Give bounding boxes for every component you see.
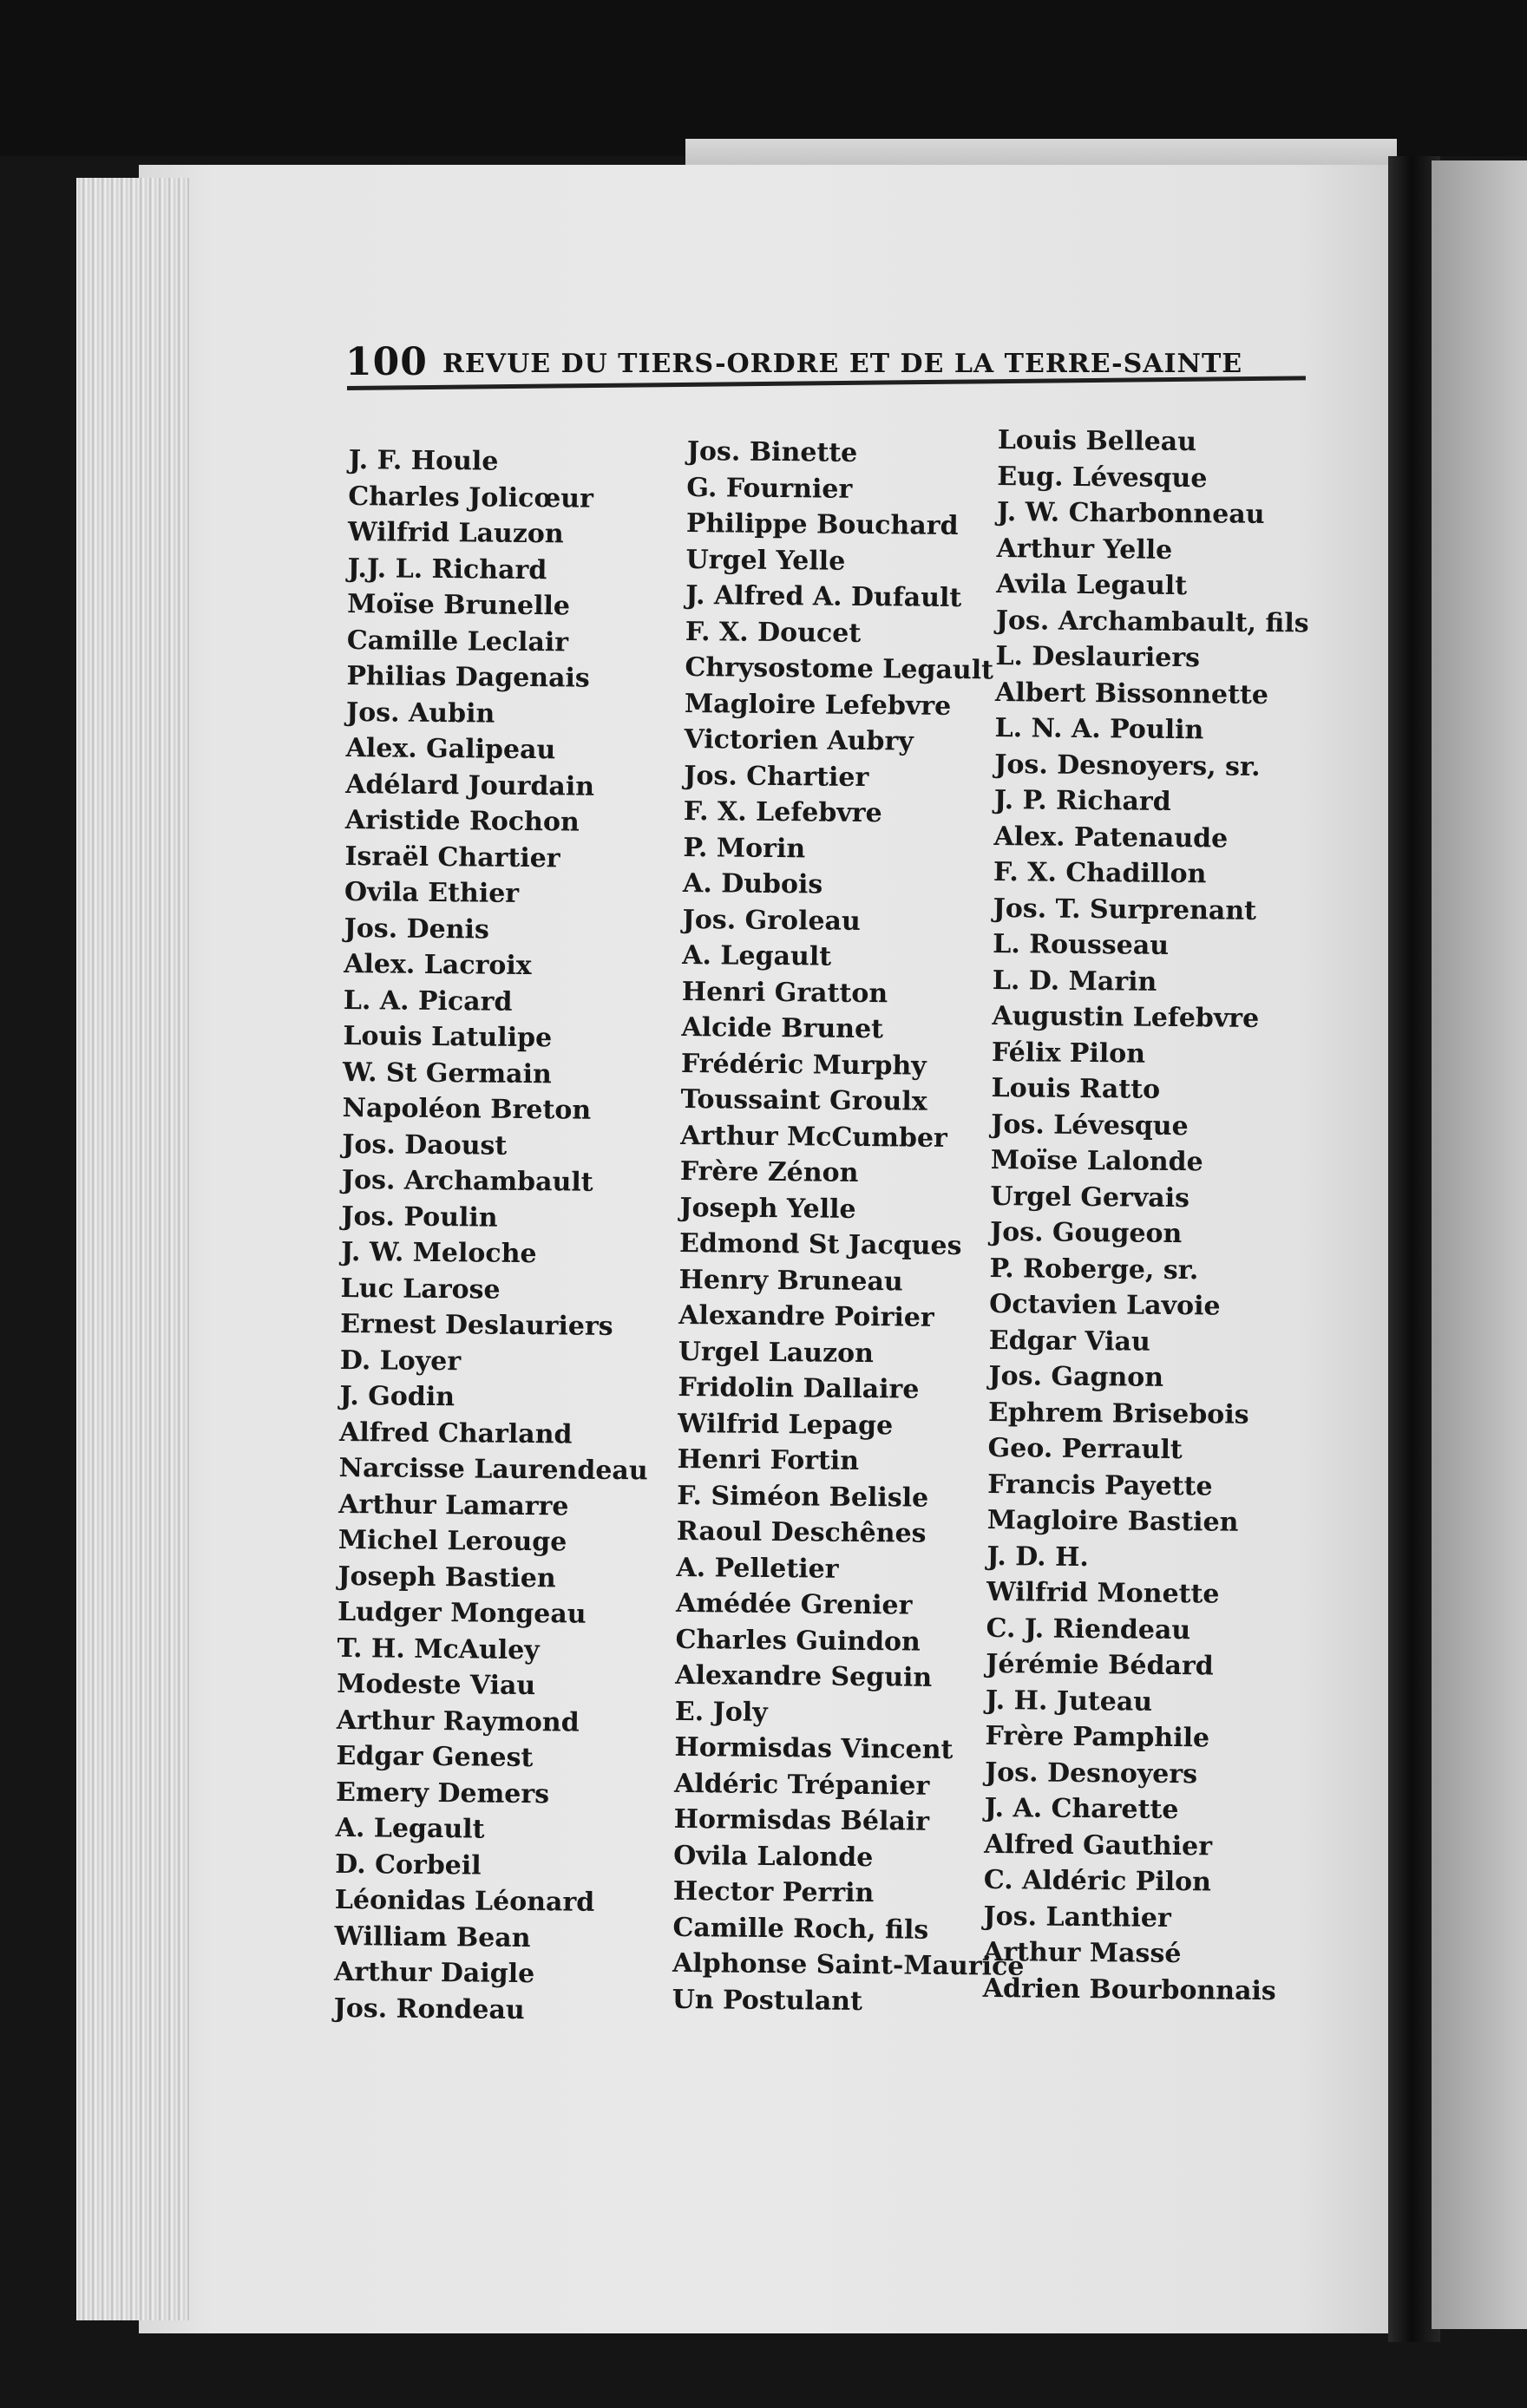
name-entry: F. Siméon Belisle — [677, 1480, 929, 1514]
name-entry: Jos. Binette — [686, 435, 858, 468]
name-entry: Edgar Viau — [988, 1325, 1150, 1358]
name-entry: Israël Chartier — [344, 841, 560, 874]
name-entry: Jos. Archambault — [341, 1164, 593, 1198]
name-entry: Charles Guindon — [675, 1624, 921, 1658]
name-entry: Philias Dagenais — [346, 660, 590, 694]
name-entry: Philippe Bouchard — [685, 507, 959, 542]
name-entry: E. Joly — [674, 1696, 768, 1728]
name-entry: A. Legault — [682, 939, 832, 972]
name-entry: Henri Gratton — [681, 976, 888, 1009]
name-entry: Arthur Daigle — [333, 1956, 535, 1990]
name-entry: Albert Bissonnette — [994, 677, 1269, 710]
name-entry: Adrien Bourbonnais — [982, 1973, 1276, 2006]
name-entry: Octavien Lavoie — [989, 1288, 1221, 1322]
name-entry: Toussaint Groulx — [680, 1083, 927, 1117]
name-entry: J. D. H. — [986, 1541, 1090, 1573]
name-entry: J. Godin — [339, 1380, 455, 1413]
name-entry: Henry Bruneau — [678, 1264, 903, 1297]
name-entry: Arthur McCumber — [680, 1120, 947, 1154]
name-entry: D. Loyer — [339, 1345, 462, 1377]
name-entry: Léonidas Léonard — [334, 1884, 595, 1918]
name-entry: William Bean — [334, 1921, 531, 1953]
name-entry: D. Corbeil — [335, 1849, 482, 1881]
name-entry: Aldéric Trépanier — [673, 1768, 930, 1802]
name-entry: Alfred Gauthier — [984, 1829, 1213, 1862]
name-entry: J. H. Juteau — [985, 1685, 1153, 1718]
name-entry: Alexandre Seguin — [675, 1659, 933, 1693]
name-entry: C. J. Riendeau — [986, 1613, 1191, 1646]
name-entry: Hector Perrin — [672, 1875, 875, 1909]
names-column-1 — [333, 442, 713, 2030]
name-entry: Henri Fortin — [677, 1443, 860, 1476]
name-entry: Frère Zénon — [679, 1155, 859, 1188]
name-entry: Jos. Desnoyers, sr. — [994, 749, 1261, 782]
name-entry: Jos. Groleau — [682, 904, 861, 937]
name-entry: Arthur Massé — [982, 1936, 1182, 1970]
name-entry: Arthur Yelle — [996, 533, 1173, 566]
name-entry: L. Deslauriers — [995, 640, 1201, 674]
name-entry: Ephrem Brisebois — [987, 1397, 1249, 1430]
name-entry: Jos. Daoust — [342, 1129, 508, 1161]
name-entry: Jos. Aubin — [345, 697, 495, 730]
name-entry: Jos. Chartier — [684, 760, 869, 793]
name-entry: Urgel Yelle — [685, 544, 846, 577]
name-entry: Victorien Aubry — [684, 723, 914, 757]
name-entry: Arthur Raymond — [336, 1705, 580, 1738]
name-entry: Magloire Lefebvre — [684, 688, 952, 722]
name-entry: Raoul Deschênes — [676, 1515, 927, 1549]
name-entry: T. H. McAuley — [337, 1633, 540, 1665]
name-entry: Frédéric Murphy — [680, 1048, 927, 1082]
name-entry: Geo. Perrault — [987, 1432, 1183, 1466]
name-entry: J. F. Houle — [348, 444, 499, 477]
name-entry: Jérémie Bédard — [986, 1648, 1214, 1682]
name-entry: Jos. T. Surprenant — [993, 893, 1257, 926]
names-column-3 — [982, 422, 1362, 2010]
name-entry: Ludger Mongeau — [337, 1596, 587, 1630]
name-entry: L. N. A. Poulin — [994, 712, 1204, 746]
name-entry: Alphonse Saint-Maurice — [672, 1947, 1025, 1982]
name-entry: Luc Larose — [340, 1273, 501, 1305]
name-entry: L. D. Marin — [992, 965, 1157, 998]
name-entry: Jos. Poulin — [341, 1201, 498, 1233]
name-entry: J. W. Charbonneau — [996, 496, 1265, 530]
name-entry: Arthur Lamarre — [338, 1489, 569, 1521]
name-entry: Narcisse Laurendeau — [338, 1452, 648, 1487]
running-title: REVUE DU TIERS-ORDRE ET DE LA TERRE-SAINTE — [442, 349, 1243, 379]
name-entry: Aristide Rochon — [344, 804, 580, 838]
name-entry: Jos. Gagnon — [988, 1360, 1164, 1393]
name-entry: W. St Germain — [342, 1057, 552, 1089]
name-entry: Avila Legault — [996, 568, 1188, 602]
name-entry: P. Roberge, sr. — [989, 1253, 1199, 1286]
name-entry: Wilfrid Lepage — [677, 1408, 894, 1441]
name-entry: Fridolin Dallaire — [678, 1371, 920, 1405]
name-entry: Jos. Lévesque — [991, 1109, 1189, 1142]
name-entry: Charles Jolicœur — [348, 481, 594, 514]
name-entry: Alfred Charland — [338, 1417, 573, 1450]
name-entry: Moïse Lalonde — [990, 1144, 1203, 1178]
name-entry: Louis Belleau — [997, 424, 1197, 458]
name-entry: J.J. L. Richard — [347, 553, 547, 586]
name-entry: Michel Lerouge — [338, 1524, 567, 1558]
name-entry: J. P. Richard — [993, 784, 1171, 817]
name-entry: Urgel Gervais — [990, 1181, 1190, 1214]
name-entry: F. X. Lefebvre — [683, 795, 882, 829]
name-entry: Magloire Bastien — [986, 1504, 1239, 1538]
name-entry: Alcide Brunet — [681, 1011, 884, 1045]
name-entry: Jos. Gougeon — [989, 1216, 1183, 1250]
name-entry: A. Pelletier — [676, 1552, 839, 1585]
name-entry: Jos. Denis — [344, 913, 489, 946]
name-entry: C. Aldéric Pilon — [983, 1864, 1212, 1898]
name-entry: Jos. Lanthier — [983, 1901, 1171, 1934]
name-entry: J. Alfred A. Dufault — [685, 579, 962, 614]
name-entry: Moïse Brunelle — [347, 588, 571, 622]
name-entry: Edmond St Jacques — [678, 1227, 962, 1262]
name-entry: Camille Roch, fils — [672, 1912, 929, 1946]
name-entry: Hormisdas Bélair — [673, 1803, 930, 1837]
name-entry: Ovila Lalonde — [673, 1840, 874, 1873]
name-entry: P. Morin — [683, 832, 806, 864]
page-number: 100 — [345, 340, 428, 384]
name-entry: Eug. Lévesque — [997, 461, 1208, 494]
name-entry: Félix Pilon — [991, 1037, 1146, 1070]
name-entry: Alex. Galipeau — [345, 732, 556, 766]
name-entry: Edgar Genest — [336, 1740, 534, 1774]
name-entry: Francis Payette — [987, 1469, 1213, 1502]
name-entry: L. A. Picard — [343, 985, 513, 1018]
name-entry: Alexandre Poirier — [678, 1299, 934, 1333]
name-entry: Joseph Bastien — [338, 1561, 556, 1593]
name-entry: Louis Ratto — [991, 1072, 1161, 1105]
name-entry: F. X. Doucet — [685, 616, 862, 649]
name-entry: L. Rousseau — [993, 928, 1170, 961]
name-entry: Augustin Lefebvre — [992, 1000, 1260, 1034]
name-entry: G. Fournier — [686, 472, 853, 505]
name-entry: Ovila Ethier — [344, 876, 520, 909]
name-entry: J. W. Meloche — [340, 1236, 537, 1270]
name-entry: J. A. Charette — [984, 1792, 1179, 1826]
name-entry: Alex. Patenaude — [993, 821, 1229, 854]
name-entry: Alex. Lacroix — [344, 948, 532, 982]
name-entry: Adélard Jourdain — [345, 769, 595, 802]
name-entry: Urgel Lauzon — [678, 1336, 875, 1369]
name-entry: Frère Pamphile — [985, 1720, 1210, 1754]
name-entry: A. Dubois — [682, 867, 823, 900]
name-entry: Camille Leclair — [346, 625, 569, 658]
name-entry: Un Postulant — [672, 1984, 863, 2017]
name-entry: Hormisdas Vincent — [674, 1731, 954, 1766]
name-entry: Modeste Viau — [337, 1668, 536, 1702]
name-entry: A. Legault — [335, 1812, 485, 1845]
name-entry: Wilfrid Lauzon — [347, 516, 564, 550]
name-entry: Jos. Rondeau — [333, 1992, 525, 2025]
name-entry: Jos. Archambault, fils — [995, 605, 1309, 638]
name-entry: Louis Latulipe — [343, 1020, 553, 1054]
names-column-2 — [672, 434, 1025, 2020]
name-entry: Jos. Desnoyers — [984, 1757, 1198, 1790]
name-entry: Wilfrid Monette — [986, 1576, 1220, 1610]
name-entry: Joseph Yelle — [679, 1192, 856, 1225]
name-entry: F. X. Chadillon — [993, 856, 1207, 890]
name-entry: Emery Demers — [335, 1777, 550, 1809]
name-entry: Amédée Grenier — [675, 1587, 913, 1621]
name-entry: Chrysostome Legault — [685, 651, 994, 686]
name-entry: Napoléon Breton — [342, 1092, 592, 1126]
name-entry: Ernest Deslauriers — [340, 1308, 613, 1342]
